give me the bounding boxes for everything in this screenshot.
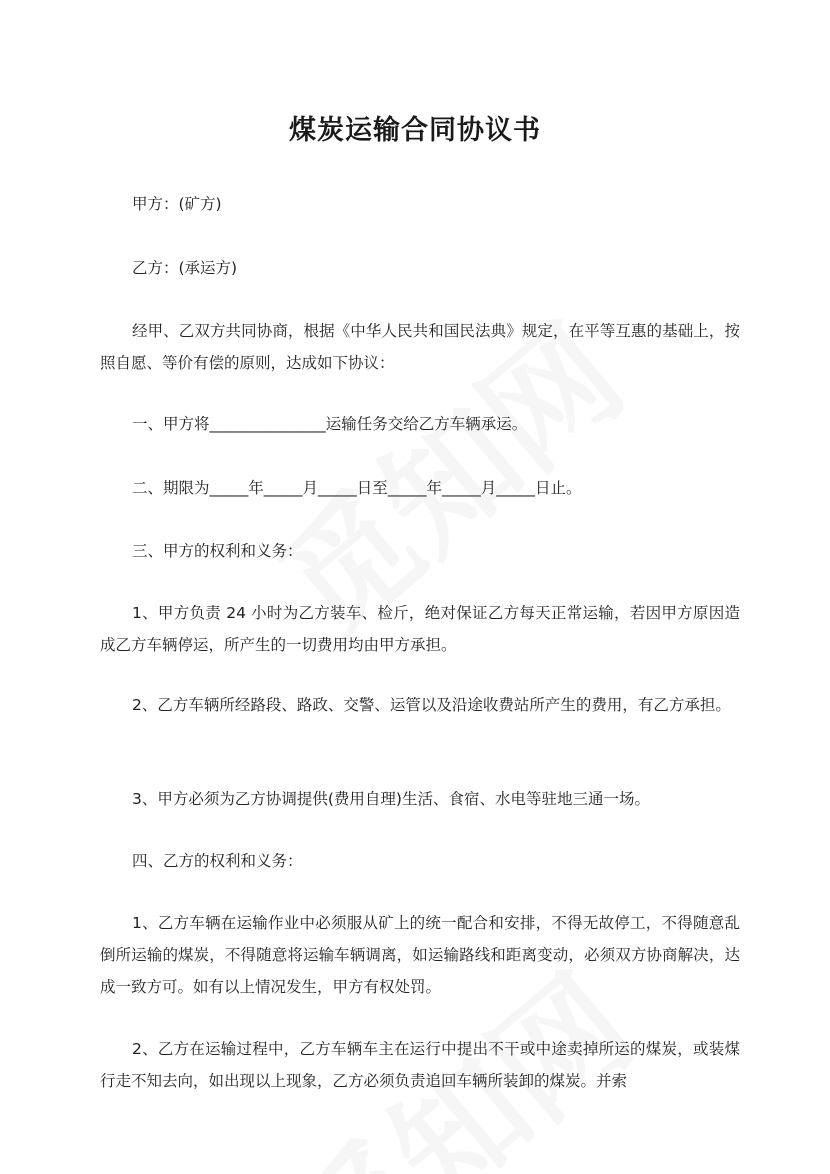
- section-3-heading: 三、甲方的权利和义务：: [132, 542, 303, 560]
- preamble-paragraph: 经甲、乙双方共同协商，根据《中华人民共和国民法典》规定，在平等互惠的基础上，按照自愿、等价有偿的原则，达成如下协议：: [100, 322, 740, 372]
- document-title: 煤炭运输合同协议书: [289, 115, 541, 146]
- section-3-item-1: 1、甲方负责 24 小时为乙方装车、检斤，绝对保证乙方每天正常运输，若因甲方原因造成乙方车辆停运，所产生的一切费用均由甲方承担。: [100, 604, 740, 654]
- section-4-heading: 四、乙方的权利和义务：: [132, 852, 303, 870]
- section-3-item-3: 3、甲方必须为乙方协调提供(费用自理)生活、食宿、水电等驻地三通一场。: [132, 790, 650, 808]
- party-b: 乙方：(承运方): [132, 259, 238, 277]
- clause-2: 二、期限为_____年_____月_____日至_____年_____月_____日止。: [132, 479, 582, 497]
- section-4-item-2: 2、乙方在运输过程中，乙方车辆车主在运行中提出不干或中途卖掉所运的煤炭，或装煤行走不知去向，如出现以上现象，乙方必须负责追回车辆所装卸的煤炭。并索: [100, 1040, 740, 1090]
- section-4-item-1: 1、乙方车辆在运输作业中必须服从矿上的统一配合和安排，不得无故停工，不得随意乱倒所运输的煤炭，不得随意将运输车辆调离，如运输路线和距离变动，必须双方协商解决，达成一致方可。如有以上情况发生，甲方有权处罚。: [100, 914, 740, 996]
- party-a: 甲方：(矿方): [132, 195, 222, 213]
- section-3-item-2: 2、乙方车辆所经路段、路政、交警、运管以及沿途收费站所产生的费用，有乙方承担。: [132, 696, 731, 714]
- clause-1: 一、甲方将_______________运输任务交给乙方车辆承运。: [132, 415, 528, 433]
